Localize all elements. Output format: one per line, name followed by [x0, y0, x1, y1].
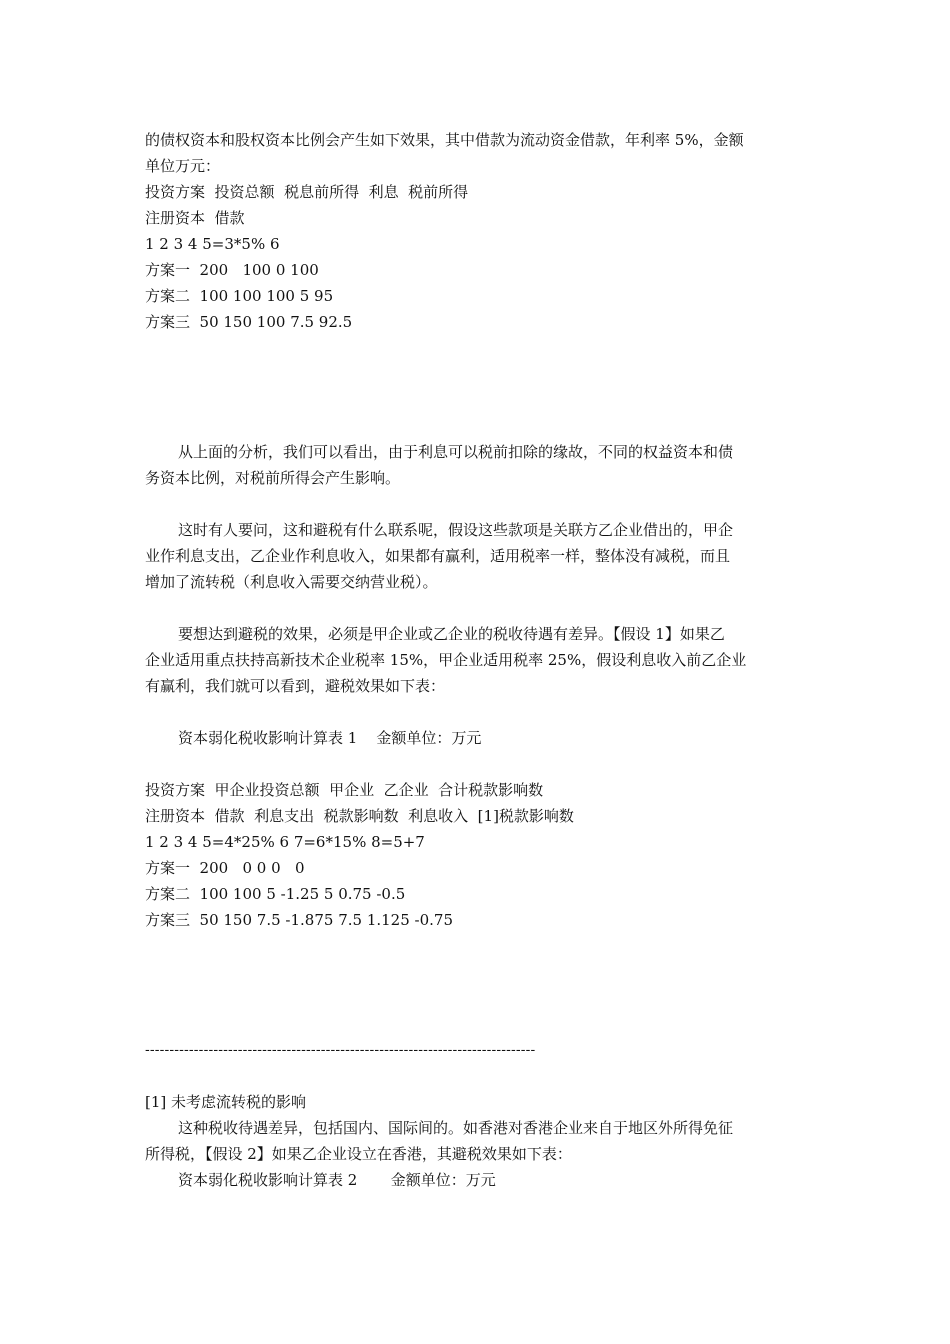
footnote-text: [1] 未考虑流转税的影响	[145, 1093, 307, 1111]
question-line-3: 增加了流转税（利息收入需要交纳营业税）。	[145, 573, 438, 591]
table1-row-plan2: 方案二 100 100 5 -1.25 5 0.75 -0.5	[145, 885, 406, 903]
table0-column-index: 1 2 3 4 5=3*5% 6	[145, 235, 280, 253]
table0-row-plan2: 方案二 100 100 100 5 95	[145, 287, 334, 305]
intro-line-2: 单位万元：	[145, 157, 221, 175]
question-line-1: 这时有人要问，这和避税有什么联系呢，假设这些款项是关联方乙企业借出的，甲企	[178, 521, 734, 539]
question-line-2: 业作利息支出，乙企业作利息收入，如果都有赢利，适用税率一样，整体没有减税，而且	[145, 547, 731, 565]
table2-caption: 资本弱化税收影响计算表 2 金额单位：万元	[178, 1171, 496, 1189]
assumption1-line-2: 企业适用重点扶持高新技术企业税率 15%，甲企业适用税率 25%，假设利息收入前乙企业	[145, 651, 747, 669]
assumption1-line-1: 要想达到避税的效果，必须是甲企业或乙企业的税收待遇有差异。【假设 1】如果乙	[178, 625, 725, 643]
hongkong-line-1: 这种税收待遇差异，包括国内、国际间的。如香港对香港企业来自于地区外所得免征	[178, 1119, 734, 1137]
hongkong-line-2: 所得税，【假设 2】如果乙企业设立在香港，其避税效果如下表：	[145, 1145, 572, 1163]
analysis-line-2: 务资本比例，对税前所得会产生影响。	[145, 469, 401, 487]
table1-caption: 资本弱化税收影响计算表 1 金额单位：万元	[178, 729, 482, 747]
table0-header-2: 注册资本 借款	[145, 209, 245, 227]
table1-header-2: 注册资本 借款 利息支出 税款影响数 利息收入 [1]税款影响数	[145, 807, 574, 825]
table1-row-plan1: 方案一 200 0 0 0 0	[145, 859, 305, 877]
intro-line-1: 的债权资本和股权资本比例会产生如下效果，其中借款为流动资金借款，年利率 5%，金额	[145, 131, 744, 149]
analysis-line-1: 从上面的分析，我们可以看出，由于利息可以税前扣除的缘故，不同的权益资本和债	[178, 443, 734, 461]
table0-row-plan3: 方案三 50 150 100 7.5 92.5	[145, 313, 353, 331]
table0-row-plan1: 方案一 200 100 0 100	[145, 261, 319, 279]
footnote-separator: --------------------------------------------------------------------------------	[145, 1042, 536, 1058]
table1-row-plan3: 方案三 50 150 7.5 -1.875 7.5 1.125 -0.75	[145, 911, 453, 929]
table0-header-1: 投资方案 投资总额 税息前所得 利息 税前所得	[145, 183, 469, 201]
table1-column-index: 1 2 3 4 5=4*25% 6 7=6*15% 8=5+7	[145, 833, 425, 851]
assumption1-line-3: 有赢利，我们就可以看到，避税效果如下表：	[145, 677, 446, 695]
table1-header-1: 投资方案 甲企业投资总额 甲企业 乙企业 合计税款影响数	[145, 781, 544, 799]
